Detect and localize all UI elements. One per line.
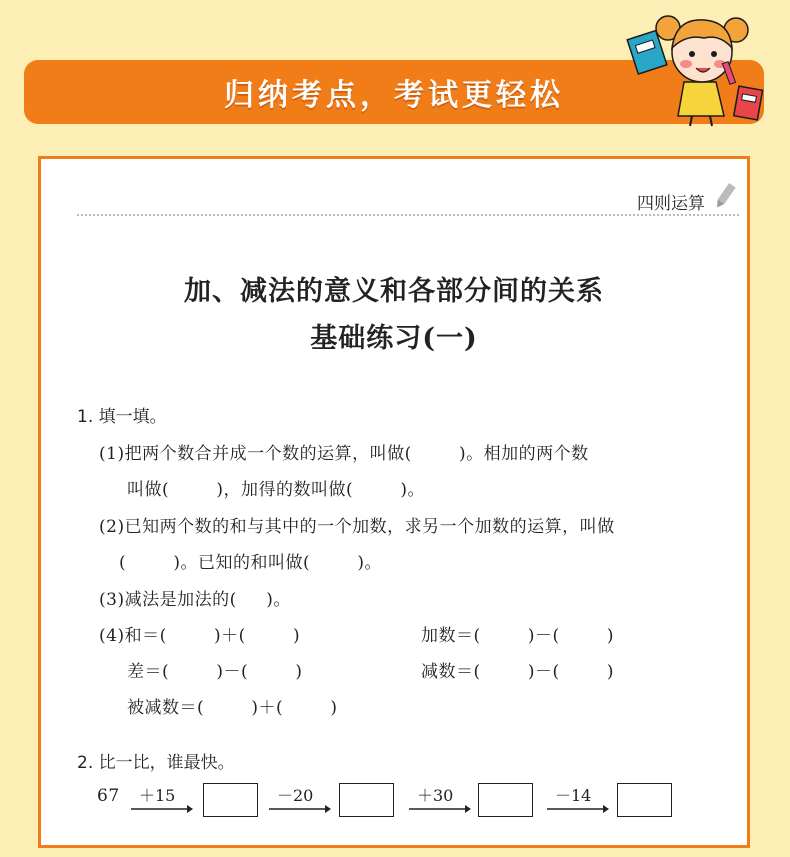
question-1-heading: 1. 填一填。 [77,407,167,427]
chain-step-2-label: －20 [277,786,314,805]
chain-arrow-3 [409,804,471,814]
answer-box-3[interactable] [478,783,533,817]
q1-item-4-row-1-right: 加数＝( )－( ) [421,626,614,646]
page-title: 加、减法的意义和各部分间的关系 [184,276,604,307]
q1-item-4-row-3: 被减数＝( )＋( ) [127,698,338,718]
banner-title: 归纳考点，考试更轻松 [224,78,564,113]
chain-arrow-4 [547,804,609,814]
chain-arrow-2 [269,804,331,814]
q1-item-3: (3)减法是加法的( )。 [99,590,291,610]
section-tag: 四则运算 [637,194,705,214]
divider [77,214,739,216]
chain-start-number: 67 [97,786,120,806]
q1-item-4-row-2-left: 差＝( )－( ) [127,662,303,682]
answer-box-1[interactable] [203,783,258,817]
chain-step-3-label: ＋30 [417,786,454,805]
page-subtitle: 基础练习(一) [310,323,478,354]
q1-item-4-row-1-left: (4)和＝( )＋( ) [99,626,301,646]
pencil-icon [711,181,739,211]
answer-box-2[interactable] [339,783,394,817]
q1-item-1-line-1: (1)把两个数合并成一个数的运算，叫做( )。相加的两个数 [99,444,589,464]
question-2-heading: 2. 比一比，谁最快。 [77,753,235,773]
q1-item-1-line-2: 叫做( )，加得的数叫做( )。 [127,480,425,500]
girl-with-books-illustration [626,4,766,128]
worksheet-card [38,156,750,848]
q1-item-2-line-1: (2)已知两个数的和与其中的一个加数，求另一个加数的运算，叫做 [99,517,615,537]
answer-box-4[interactable] [617,783,672,817]
chain-step-1-label: ＋15 [139,786,176,805]
chain-arrow-1 [131,804,193,814]
q1-item-4-row-2-right: 减数＝( )－( ) [421,662,614,682]
chain-step-4-label: －14 [555,786,592,805]
q1-item-2-line-2: ( )。已知的和叫做( )。 [119,553,382,573]
